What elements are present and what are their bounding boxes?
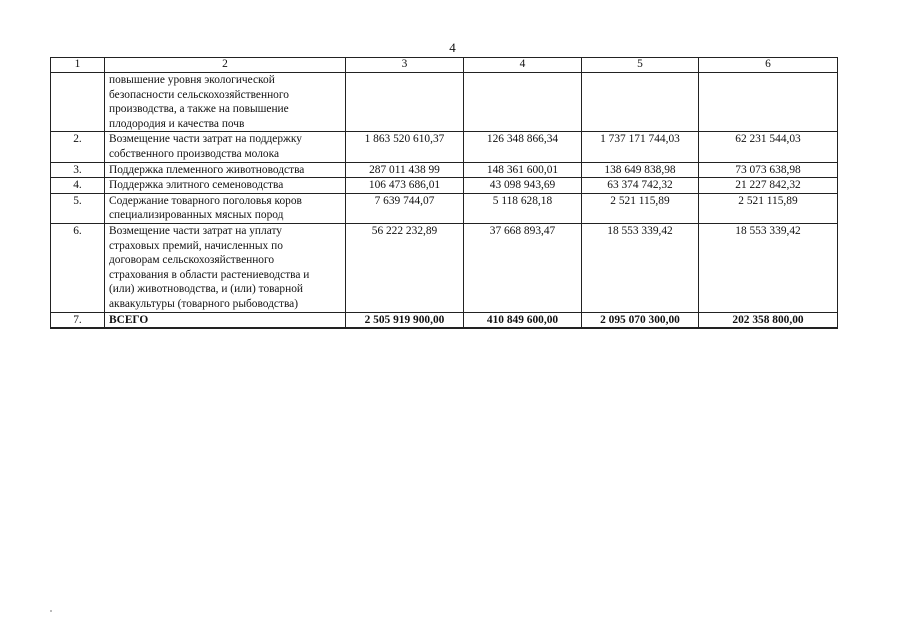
row-name [105, 132, 346, 162]
row-name-line: плодородия и качества почв [109, 117, 245, 130]
value-cell-c3: 1 863 520 610,37 [346, 132, 464, 162]
row-name [105, 162, 346, 178]
table-row [51, 132, 838, 162]
total-row [51, 312, 838, 328]
value-cell-c4: 126 348 866,34 [464, 132, 582, 162]
value-cell-c3: 106 473 686,01 [346, 178, 464, 194]
page-number: 4 [449, 40, 456, 55]
row-name [105, 193, 346, 223]
row-name-line: специализированных мясных пород [109, 209, 284, 222]
header-cell: 4 [464, 58, 582, 73]
table-row [51, 178, 838, 194]
value-cell-c5: 2 095 070 300,00 [582, 312, 699, 328]
row-name-line: договорам сельскохозяйственного [109, 254, 275, 267]
subsidy-table [50, 57, 838, 329]
row-name-line: страховых премий, начисленных по [109, 239, 283, 252]
value-cell-c4: 410 849 600,00 [464, 312, 582, 328]
header-cell: 6 [699, 58, 838, 73]
row-name-line: (или) животноводства, и (или) товарной [109, 283, 304, 296]
value-cell-c4: 148 361 600,01 [464, 162, 582, 178]
row-name-line: Поддержка элитного семеноводства [109, 179, 284, 192]
row-name-line: Поддержка племенного животноводства [109, 163, 305, 176]
row-name [105, 73, 346, 132]
row-name [105, 178, 346, 194]
table-row [51, 223, 838, 312]
value-cell-c5: 1 737 171 744,03 [582, 132, 699, 162]
value-cell-c3: 2 505 919 900,00 [346, 312, 464, 328]
header-row [51, 58, 838, 73]
value-cell-c6: 21 227 842,32 [699, 178, 838, 194]
row-name-line: страхования в области растениеводства и [109, 268, 310, 281]
row-name-line: Возмещение части затрат на уплату [109, 224, 282, 237]
value-cell-c6: 18 553 339,42 [699, 223, 838, 312]
value-cell-c6 [699, 73, 838, 132]
header-cell: 3 [346, 58, 464, 73]
row-number: 7. [51, 312, 105, 328]
row-name-line: производства, а также на повышение [109, 103, 289, 116]
row-number: 2. [51, 132, 105, 162]
value-cell-c3: 56 222 232,89 [346, 223, 464, 312]
value-cell-c6: 2 521 115,89 [699, 193, 838, 223]
value-cell-c5: 2 521 115,89 [582, 193, 699, 223]
row-name-line: Возмещение части затрат на поддержку [109, 133, 302, 146]
row-name [105, 312, 346, 328]
table-body [51, 58, 838, 329]
table-row [51, 193, 838, 223]
value-cell-c4: 43 098 943,69 [464, 178, 582, 194]
row-name-line: аквакультуры (товарного рыбоводства) [109, 297, 299, 310]
value-cell-c4 [464, 73, 582, 132]
value-cell-c4: 37 668 893,47 [464, 223, 582, 312]
row-number: 6. [51, 223, 105, 312]
row-name-line: собственного производства молока [109, 147, 280, 160]
table-row [51, 73, 838, 132]
table-row [51, 162, 838, 178]
header-cell: 1 [51, 58, 105, 73]
value-cell-c3 [346, 73, 464, 132]
row-name-line: Содержание товарного поголовья коров [109, 194, 302, 207]
row-number: 5. [51, 193, 105, 223]
value-cell-c5 [582, 73, 699, 132]
row-name [105, 223, 346, 312]
row-name-line: ВСЕГО [109, 313, 149, 326]
header-cell: 2 [105, 58, 346, 73]
header-cell: 5 [582, 58, 699, 73]
row-name-line: безопасности сельскохозяйственного [109, 88, 289, 101]
value-cell-c5: 138 649 838,98 [582, 162, 699, 178]
value-cell-c5: 63 374 742,32 [582, 178, 699, 194]
value-cell-c4: 5 118 628,18 [464, 193, 582, 223]
row-number [51, 73, 105, 132]
value-cell-c5: 18 553 339,42 [582, 223, 699, 312]
value-cell-c6: 73 073 638,98 [699, 162, 838, 178]
value-cell-c3: 287 011 438 99 [346, 162, 464, 178]
row-number: 3. [51, 162, 105, 178]
value-cell-c6: 62 231 544,03 [699, 132, 838, 162]
row-number: 4. [51, 178, 105, 194]
value-cell-c6: 202 358 800,00 [699, 312, 838, 328]
row-name-line: повышение уровня экологической [109, 74, 275, 86]
scan-mark [50, 610, 52, 612]
value-cell-c3: 7 639 744,07 [346, 193, 464, 223]
